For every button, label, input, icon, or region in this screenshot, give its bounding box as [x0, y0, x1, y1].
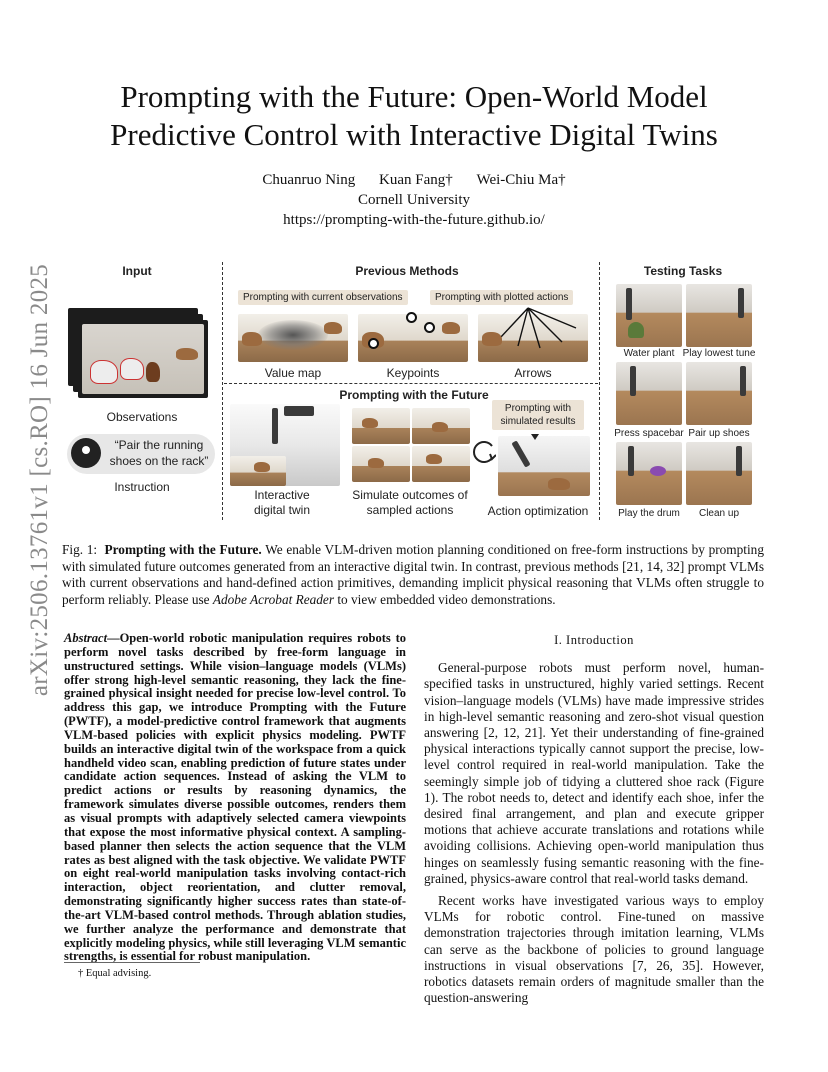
label-observations: Observations — [106, 410, 178, 424]
keypoint-marker — [406, 312, 417, 323]
label-instruction: Instruction — [114, 480, 170, 494]
author-3: Wei-Chiu Ma† — [476, 172, 566, 188]
task-label: Water plant — [623, 348, 675, 359]
affiliation: Cornell University — [357, 192, 471, 208]
tag-plotted-actions: Prompting with plotted actions — [430, 290, 573, 305]
arxiv-stamp-text: arXiv:2506.13761v1 [cs.RO] 16 Jun 2025 — [26, 263, 53, 697]
task-image-play-drum — [616, 442, 682, 505]
intro-paragraph-1: General-purpose robots must perform novel, human-specified tasks in unstructured, highly varied settings. Recent vision–language models (VLMs) have made impressive strides in high-level semantic reasoning and zero-shot visual question answering [2, 12, 21]. Yet their understanding of fine-grained physical interactions typically cannot support the precise, low-level control required in real-world manipulation. Take the seemingly simple job of tidying a cluttered shoe rack (Figure 1). The robot needs to, detect and identify each shoe, infer the desired final arrangement, and plan and execute gripper motions that achieve accurate translations and rotations while avoiding collisions. Achieving open-world manipulation thus hinges on seamlessly fusing semantic reasoning with the fine-grained, physics-aware control that real-world tasks demand. — [424, 660, 764, 886]
robot-arm-icon — [736, 446, 742, 476]
abstract — [64, 632, 406, 964]
robot-arm-icon — [626, 288, 632, 320]
divider-testing — [599, 262, 600, 520]
label-simulate: Simulate outcomes of sampled actions — [352, 488, 468, 517]
label-arrows: Arrows — [514, 366, 552, 380]
keypoint-marker — [368, 338, 379, 349]
intro-heading: I. Introduction — [554, 633, 634, 647]
figure-1 — [62, 258, 764, 528]
introduction — [424, 632, 764, 1006]
author-list — [0, 172, 828, 189]
robot-arm-icon — [272, 408, 278, 444]
task-image-press-spacebar — [616, 362, 682, 425]
shoe-icon — [548, 478, 570, 490]
plant-icon — [628, 322, 644, 338]
shoe-icon — [362, 418, 378, 428]
figure-caption — [62, 542, 764, 608]
instruction-text: “Pair the running shoes on the rack” — [109, 438, 209, 468]
task-label: Clean up — [698, 508, 740, 519]
task-label: Play the drum — [618, 508, 680, 519]
abstract-body: —Open-world robotic manipulation requires robots to perform novel tasks described by free-form language in unstructured settings. While vision–language models (VLMs) offer strong high-level semantic reasoning, they lack the fine-grained physical insight needed for precise low-level control. To address this gap, we introduce Prompting with the Future (PWTF), a model-predictive control framework that augments VLM-based policies with explicit physics modeling. PWTF builds an interactive digital twin of the workspace from a quick handheld video scan, enabling prediction of future states under candidate action sequences. Instead of asking the VLM to predict actions or results by reasoning dynamics, the framework simulates diverse possible outcomes, renders them as visual prompts with adaptively selected camera viewpoints that expose the most informative physical context. A sampling-based planner then selects the action sequence that the VLM rates as best aligned with the task objective. We validate PWTF on eight real-world manipulation tasks involving contact-rich interaction, object reorientation, and clutter removal, demonstrating significantly higher success rates than state-of-the-art VLM-based control methods. Through ablation studies, we further analyze the performance and demonstrate that explicitly modeling physics, while still leveraging VLM semantic strengths, is essential for robust manipulation. — [64, 631, 406, 964]
footnote: † Equal advising. — [78, 968, 152, 979]
task-label: Pair up shoes — [688, 428, 750, 439]
robot-arm-icon — [738, 288, 744, 318]
caption-text-1: We enable VLM-driven motion planning conditioned on free-form instructions by prompting with simulated future outcomes generated from an interactive digital twin. In contrast, previous methods [21, 14, 32] prompt VLMs with current observations and hand-defined action primitives, demanding implicit physical reasoning that VLMs often struggle to perform reliably. Please use — [62, 542, 764, 607]
arxiv-stamp — [20, 263, 60, 697]
divider-input — [222, 262, 223, 520]
shoe-icon — [432, 422, 448, 432]
arrows-overlay — [478, 298, 588, 362]
input-header: Input — [122, 264, 152, 278]
robot-arm-icon — [630, 366, 636, 396]
project-url[interactable]: https://prompting-with-the-future.github.io/ — [283, 212, 545, 228]
user-icon — [71, 438, 101, 468]
shoe-icon — [242, 332, 262, 346]
label-keypoints: Keypoints — [386, 366, 440, 380]
task-label: Press spacebar — [614, 428, 684, 439]
arrow-icon — [500, 308, 576, 348]
author-2: Kuan Fang† — [378, 172, 453, 188]
caption-italic: Adobe Acrobat Reader — [212, 591, 335, 607]
label-digital-twin: Interactive digital twin — [253, 488, 311, 517]
shoe-icon — [426, 454, 442, 464]
testing-tasks-header: Testing Tasks — [643, 264, 723, 278]
caption-fig-label: Fig. 1: — [62, 542, 98, 557]
instruction-bubble — [67, 434, 215, 474]
footnote-rule — [64, 962, 200, 963]
drum-icon — [650, 466, 666, 476]
shoe-icon — [254, 462, 270, 472]
robot-arm-icon — [284, 406, 314, 416]
robot-arm-icon — [740, 366, 746, 396]
abstract-head: Abstract — [64, 631, 108, 645]
shoe-icon — [442, 322, 460, 334]
shoe-icon — [90, 360, 118, 384]
shoe-icon — [324, 322, 342, 334]
previous-methods-header: Previous Methods — [355, 264, 459, 278]
robot-arm-icon — [628, 446, 634, 476]
caption-title: Prompting with the Future. — [104, 542, 262, 557]
down-arrow-icon — [531, 434, 539, 440]
caption-text-2: to view embedded video demonstrations. — [334, 591, 556, 607]
pwtf-header: Prompting with the Future — [339, 388, 489, 402]
value-map-overlay — [258, 320, 328, 350]
shoe-icon — [368, 458, 384, 468]
divider-methods — [224, 383, 598, 384]
task-image-clean-up — [686, 442, 752, 505]
label-action-opt: Action optimization — [487, 504, 589, 518]
tag-simulated-text: Prompting with simulated results — [500, 403, 576, 427]
cycle-arrow-icon — [472, 440, 496, 464]
intro-paragraph-2: Recent works have investigated various ways to employ VLMs for robotic control. Fine-tuned on massive demonstration trajectories through imitation learning, VLMs can serve as the backbone of policies to ground language instructions in visual observations [7, 26, 35]. However, robotics datasets remain orders of magnitude smaller than the question-answering — [424, 893, 764, 1006]
task-label: Play lowest tune — [682, 348, 756, 359]
tag-current-observations: Prompting with current observations — [238, 290, 408, 305]
author-1: Chuanruo Ning — [262, 172, 356, 188]
keypoint-marker — [424, 322, 435, 333]
shoe-icon — [146, 362, 160, 382]
paper-title: Prompting with the Future: Open-World Model Predictive Control with Interactive Digital Twins — [110, 79, 718, 152]
shoe-icon — [176, 348, 198, 360]
tag-simulated-results — [492, 400, 584, 430]
shoe-icon — [482, 332, 502, 346]
label-value-map: Value map — [264, 366, 322, 380]
shoe-icon — [120, 358, 144, 380]
